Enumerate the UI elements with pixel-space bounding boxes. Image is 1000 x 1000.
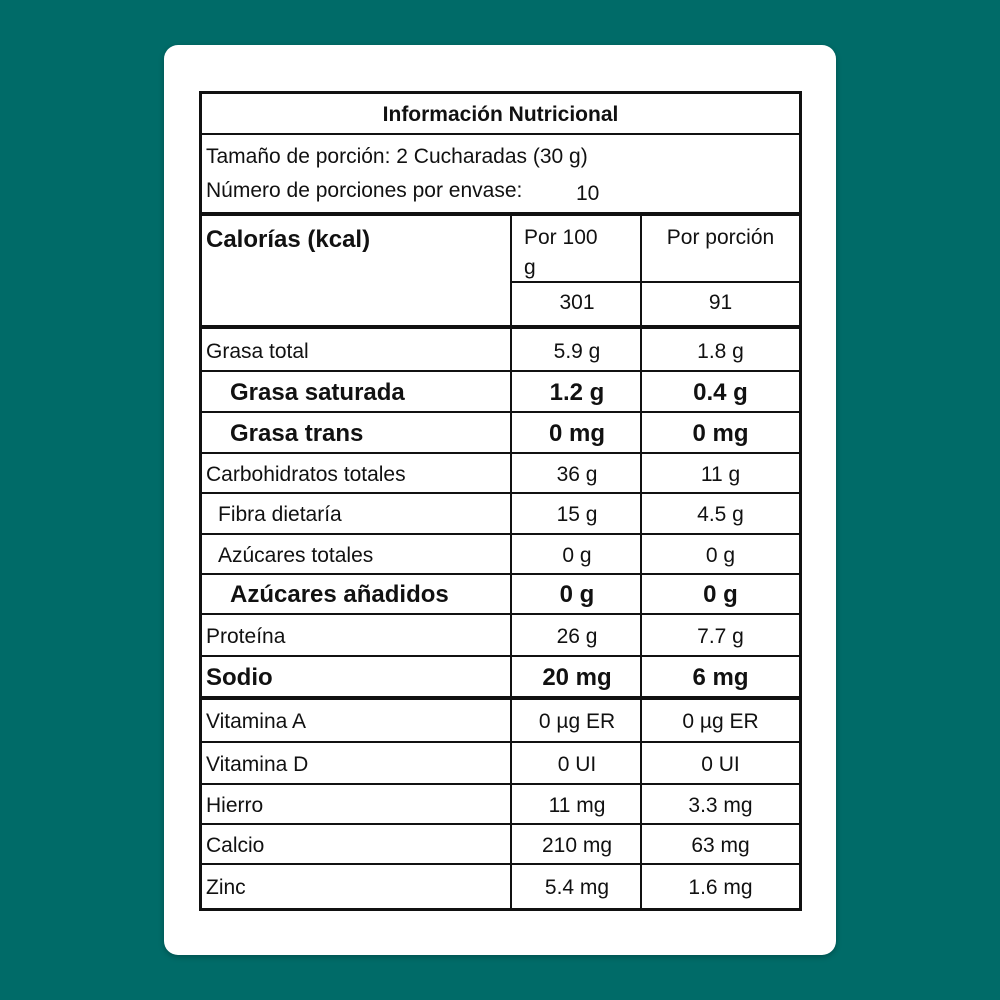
column-divider	[640, 329, 642, 371]
nutrient-value-per100: 20 mg	[542, 664, 612, 691]
nutrient-value-per100: 0 µg ER	[538, 710, 616, 733]
divider	[510, 281, 799, 283]
divider	[202, 863, 799, 865]
nutrient-value-per100: 0 g	[562, 544, 592, 567]
column-divider	[640, 698, 642, 742]
nutrient-value-perportion: 0 g	[703, 581, 738, 608]
nutrient-value-perportion: 1.6 mg	[688, 876, 753, 899]
divider	[202, 613, 799, 615]
column-divider	[510, 412, 512, 453]
servings-per-container-value: 10	[576, 182, 600, 205]
nutrient-value-perportion: 0 µg ER	[682, 710, 759, 733]
nutrient-name: Zinc	[206, 876, 246, 899]
divider	[202, 783, 799, 785]
column-divider	[640, 784, 642, 824]
column-divider	[510, 742, 512, 784]
column-divider	[640, 742, 642, 784]
column-divider	[640, 371, 642, 412]
nutrient-value-perportion: 3.3 mg	[688, 794, 753, 817]
divider	[202, 492, 799, 494]
column-divider	[640, 574, 642, 614]
nutrient-value-per100: 5.9 g	[553, 340, 601, 363]
nutrient-name: Calcio	[206, 834, 265, 857]
column-divider	[640, 493, 642, 534]
nutrient-value-per100: 11 mg	[548, 794, 606, 817]
nutrient-value-per100: 5.4 mg	[544, 876, 610, 899]
thick-divider	[202, 696, 799, 700]
column-divider	[510, 614, 512, 656]
column-divider	[510, 784, 512, 824]
thick-divider	[202, 212, 799, 216]
column-divider	[510, 864, 512, 909]
nutrient-value-perportion: 0 UI	[701, 753, 740, 776]
column-divider	[510, 371, 512, 412]
nutrient-name: Sodio	[206, 664, 273, 691]
divider	[202, 823, 799, 825]
divider	[202, 533, 799, 535]
nutrient-value-per100: 1.2 g	[549, 379, 605, 406]
nutrient-value-per100: 26 g	[556, 625, 598, 648]
nutrient-value-per100: 15 g	[556, 503, 598, 526]
nutrient-value-perportion: 11 g	[700, 463, 741, 486]
nutrient-value-per100: 0 g	[559, 581, 595, 608]
column-divider	[510, 698, 512, 742]
column-divider	[510, 216, 512, 325]
nutrient-value-perportion: 0 g	[705, 544, 736, 567]
divider	[202, 573, 799, 575]
column-divider	[640, 864, 642, 909]
divider	[202, 133, 799, 135]
nutrient-value-perportion: 0.4 g	[693, 379, 748, 406]
column-divider	[510, 453, 512, 493]
column-divider	[640, 216, 642, 325]
servings-per-container-label: Número de porciones por envase:	[206, 179, 523, 202]
calories-perportion: 91	[708, 291, 733, 314]
column-divider	[510, 656, 512, 698]
nutrient-name: Grasa total	[206, 340, 309, 363]
column-divider	[510, 493, 512, 534]
nutrient-name: Hierro	[206, 794, 264, 817]
divider	[202, 655, 799, 657]
column-divider	[640, 453, 642, 493]
nutrient-name: Grasa trans	[230, 420, 364, 447]
nutrient-name: Azúcares añadidos	[230, 581, 449, 608]
column-header-per100-unit: g	[524, 256, 536, 279]
column-divider	[510, 824, 512, 864]
nutrient-name: Proteína	[206, 625, 286, 648]
nutrient-value-perportion: 4.5 g	[697, 503, 744, 526]
nutrient-name: Vitamina D	[206, 753, 309, 776]
nutrient-value-per100: 0 mg	[548, 420, 605, 447]
column-divider	[510, 574, 512, 614]
nutrient-value-per100: 0 UI	[557, 753, 597, 776]
column-divider	[640, 656, 642, 698]
nutrient-name: Vitamina A	[206, 710, 307, 733]
column-divider	[640, 534, 642, 574]
nutrient-value-perportion: 6 mg	[692, 664, 749, 691]
divider	[202, 741, 799, 743]
nutrient-value-perportion: 0 mg	[692, 420, 749, 447]
nutrient-name: Carbohidratos totales	[206, 463, 406, 486]
nutrient-name: Grasa saturada	[230, 379, 405, 406]
calories-per100: 301	[559, 291, 595, 314]
nutrient-value-perportion: 7.7 g	[697, 625, 744, 648]
table-title: Información Nutricional	[382, 103, 619, 126]
calories-label: Calorías (kcal)	[206, 226, 371, 253]
nutrient-value-per100: 36 g	[556, 463, 598, 486]
column-header-perportion: Por porción	[666, 226, 775, 249]
divider	[202, 411, 799, 413]
column-divider	[640, 412, 642, 453]
column-divider	[510, 534, 512, 574]
nutrient-value-per100: 210 mg	[541, 834, 613, 857]
nutrition-facts-table	[199, 91, 802, 911]
column-divider	[510, 329, 512, 371]
thick-divider	[202, 325, 799, 329]
nutrient-name: Fibra dietaría	[218, 503, 342, 526]
serving-size: Tamaño de porción: 2 Cucharadas (30 g)	[206, 145, 588, 168]
nutrient-name: Azúcares totales	[218, 544, 374, 567]
column-divider	[640, 614, 642, 656]
divider	[202, 452, 799, 454]
nutrient-value-perportion: 63 mg	[691, 834, 750, 857]
divider	[202, 370, 799, 372]
column-header-per100: Por 100	[524, 226, 598, 249]
nutrient-value-perportion: 1.8 g	[697, 340, 744, 363]
column-divider	[640, 824, 642, 864]
